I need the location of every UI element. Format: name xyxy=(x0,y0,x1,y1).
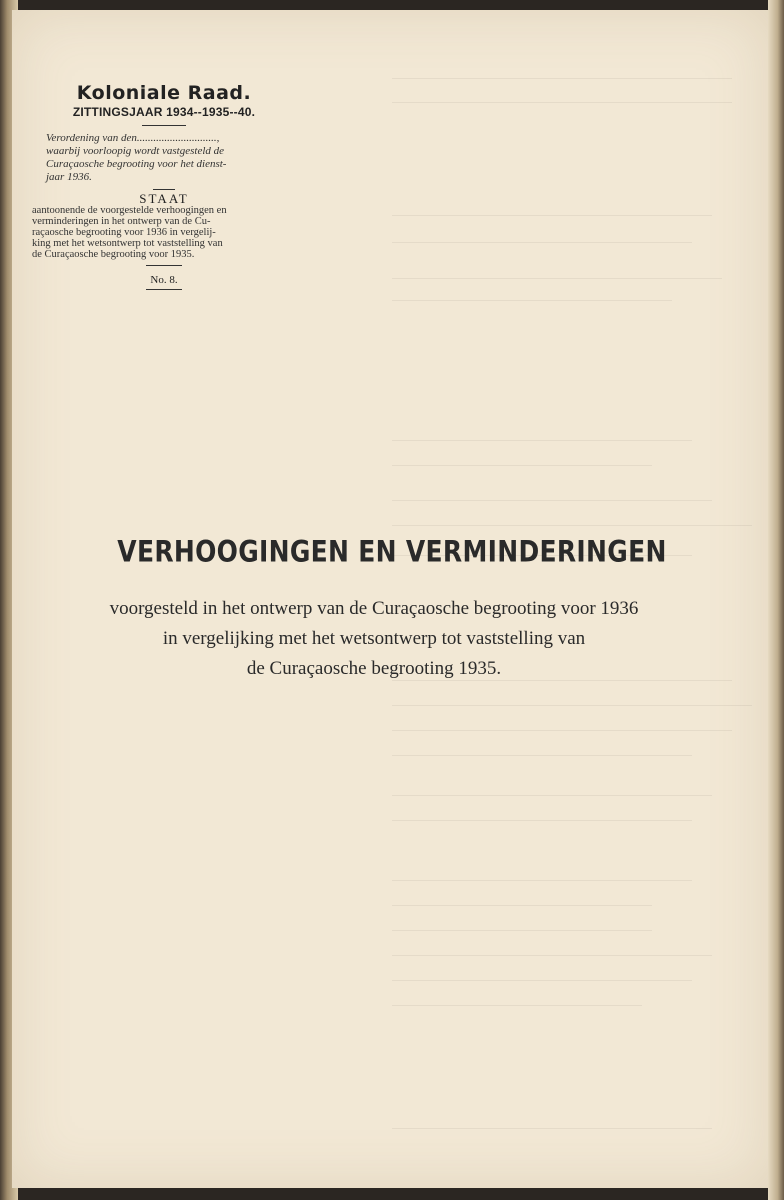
divider xyxy=(146,289,182,290)
staat-title: STAAT xyxy=(139,191,189,206)
divider xyxy=(153,189,175,190)
divider xyxy=(146,265,182,266)
subtitle xyxy=(0,594,724,684)
session-year: ZITTINGSJAAR 1934--1935--40. xyxy=(72,105,256,119)
staat-line: de Curaçaosche begrooting voor 1935. xyxy=(32,249,195,260)
ordinance-line: Verordening van den............................., xyxy=(46,132,220,144)
council-name: Koloniale Raad. xyxy=(76,82,252,104)
staat-line: verminderingen in het ontwerp van de Cu- xyxy=(32,216,211,227)
ordinance-line: jaar 1936. xyxy=(46,171,92,183)
subtitle-line: in vergelijking met het wetsontwerp tot vaststelling van xyxy=(162,628,586,649)
staat-line: raçaosche begrooting voor 1936 in vergelij- xyxy=(32,227,216,238)
staat-description xyxy=(28,205,300,260)
subtitle-line: voorgesteld in het ontwerp van de Curaçaosche begrooting voor 1936 xyxy=(109,598,639,619)
document-number: No. 8. xyxy=(150,274,178,286)
ordinance-line: waarbij voorloopig wordt vastgesteld de xyxy=(46,145,225,157)
ordinance-line: Curaçaosche begrooting voor het dienst- xyxy=(46,158,227,170)
header-block xyxy=(28,82,300,290)
divider xyxy=(142,125,186,126)
ordinance-text xyxy=(28,132,300,184)
subtitle-line: de Curaçaosche begrooting 1935. xyxy=(246,658,502,679)
staat-line: king met het wetsontwerp tot vaststelling van xyxy=(32,238,223,249)
right-page-edge xyxy=(768,0,784,1200)
main-title: VERHOOGINGEN EN VERMINDERINGEN xyxy=(117,534,667,569)
staat-line: aantoonende de voorgestelde verhoogingen en xyxy=(32,205,227,216)
